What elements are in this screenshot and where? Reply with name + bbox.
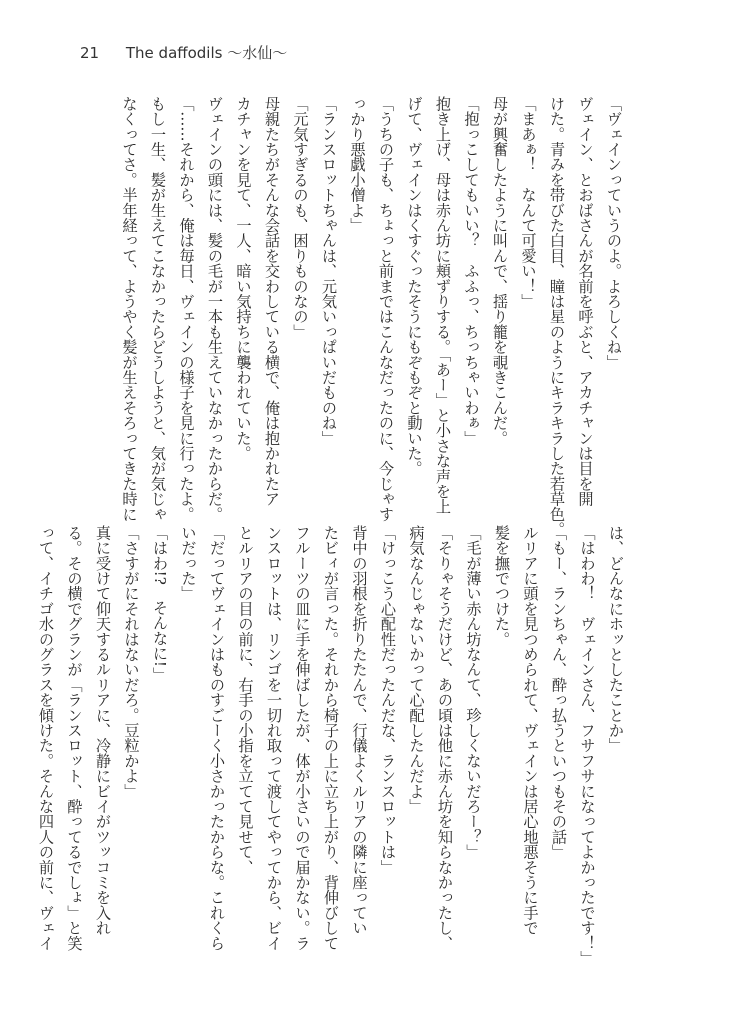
text-line: 背中の羽根を折りたたんで、行儀よくルリアの隣に座ってい (350, 525, 369, 936)
text-line: 母親たちがそんな会話を交わしている横で、俺は抱かれたア (263, 96, 281, 507)
text-line: 「ヴェインっていうのよ。よろしくね」 (605, 96, 623, 370)
text-line: 「はわ!? そんなに!」 (151, 525, 169, 683)
text-line: なくってさ。半年経って、ようやく髪が生えそろってきた時に (120, 96, 139, 522)
text-line: 「抱っこしてもいい？ ふふっ、ちっちゃいわぁ」 (462, 96, 481, 446)
text-line: 「そりゃそうだけど、あの頃は他に赤ん坊を知らなかったし、 (436, 525, 454, 951)
text-line: 「だってヴェインはものすごーく小さかったからな。これくら (208, 525, 226, 951)
text-line: る。その横でグランが「ランスロット、酔ってるでしょ」と笑 (65, 525, 84, 951)
text-line: 「……それから、俺は毎日、ヴェインの様子を見に行ったよ。 (177, 96, 196, 522)
text-line: もし一生、髪が生えてこなかったらどうしようと、気が気じゃ (149, 96, 167, 522)
text-line: 「さすがにそれはないだろ。豆粒かよ」 (122, 525, 141, 799)
text-line: 真に受けて仰天するルリアに、冷静にビイがツッコミを入れ (94, 525, 112, 936)
text-line: ルリアに頭を見つめられて、ヴェインは居心地悪そうに手で (521, 525, 540, 936)
text-line: たビィが言った。それから椅子の上に立ち上がり、背伸びして (322, 525, 340, 951)
text-line: いだった」 (179, 525, 198, 601)
text-line: っかり悪戯小僧よ」 (348, 96, 367, 233)
text-line: ヴェイン、とおばさんが名前を呼ぶと、アカチャンは目を開 (576, 96, 595, 507)
text-block-top (88, 96, 628, 537)
text-line: 「ランスロットちゃんは、元気いっぱいだものね」 (320, 96, 338, 446)
text-line: 「毛が薄い赤ん坊なんて、珍しくないだろー？」 (464, 525, 483, 860)
text-line: 髪を撫でつけた。 (493, 525, 511, 647)
text-line: げて、ヴェインはくすぐったそうにもぞもぞと動いた。 (405, 96, 424, 476)
text-line: 「うちの子も、ちょっと前まではこんなだったのに、今じゃす (377, 96, 395, 522)
text-line: ンスロットは、リンゴを一切れ取って渡してやってから、ビイ (265, 525, 283, 951)
text-line: って、イチゴ水のグラスを傾けた。そんな四人の前に、ヴェイ (37, 525, 55, 951)
text-line: 「まあぁ！ なんて可愛い！」 (519, 96, 538, 309)
text-line: フルーツの皿に手を伸ばしたが、体が小さいので届かない。ラ (293, 525, 312, 951)
text-block-bottom (37, 525, 630, 966)
text-line: 「はわわ！ ヴェインさん、フサフサになってよかったです！」 (578, 525, 597, 966)
page-header (80, 42, 287, 63)
book-title: The daffodils ～水仙～ (125, 44, 288, 62)
text-line: 「元気すぎるのも、困りものなの」 (291, 96, 310, 340)
text-line: とルリアの目の前に、右手の小指を立てて見せて、 (236, 525, 255, 875)
text-line: 「もー、ランちゃん、酔っ払うといつもその話」 (550, 525, 568, 860)
text-line: 母が興奮したように叫んで、揺り籠を覗きこんだ。 (491, 96, 509, 446)
text-line: 抱き上げ、母は赤ん坊に頬ずりする。「あー」と小さな声を上 (434, 96, 452, 514)
text-line: 「けっこう心配性だったんだな、ランスロットは」 (379, 525, 397, 875)
text-line: 病気なんじゃないかって心配したんだよ」 (407, 525, 426, 814)
text-line: ヴェインの頭には、髪の毛が一本も生えていなかったからだ。 (206, 96, 224, 522)
text-line: けた。青みを帯びた白目、瞳は星のようにキラキラした若草色。 (548, 96, 566, 537)
page-number: 21 (80, 44, 100, 62)
text-line: は、どんなにホッとしたことか」 (607, 525, 625, 753)
text-line: カチャンを見て、一人、暗い気持ちに襲われていた。 (234, 96, 253, 461)
